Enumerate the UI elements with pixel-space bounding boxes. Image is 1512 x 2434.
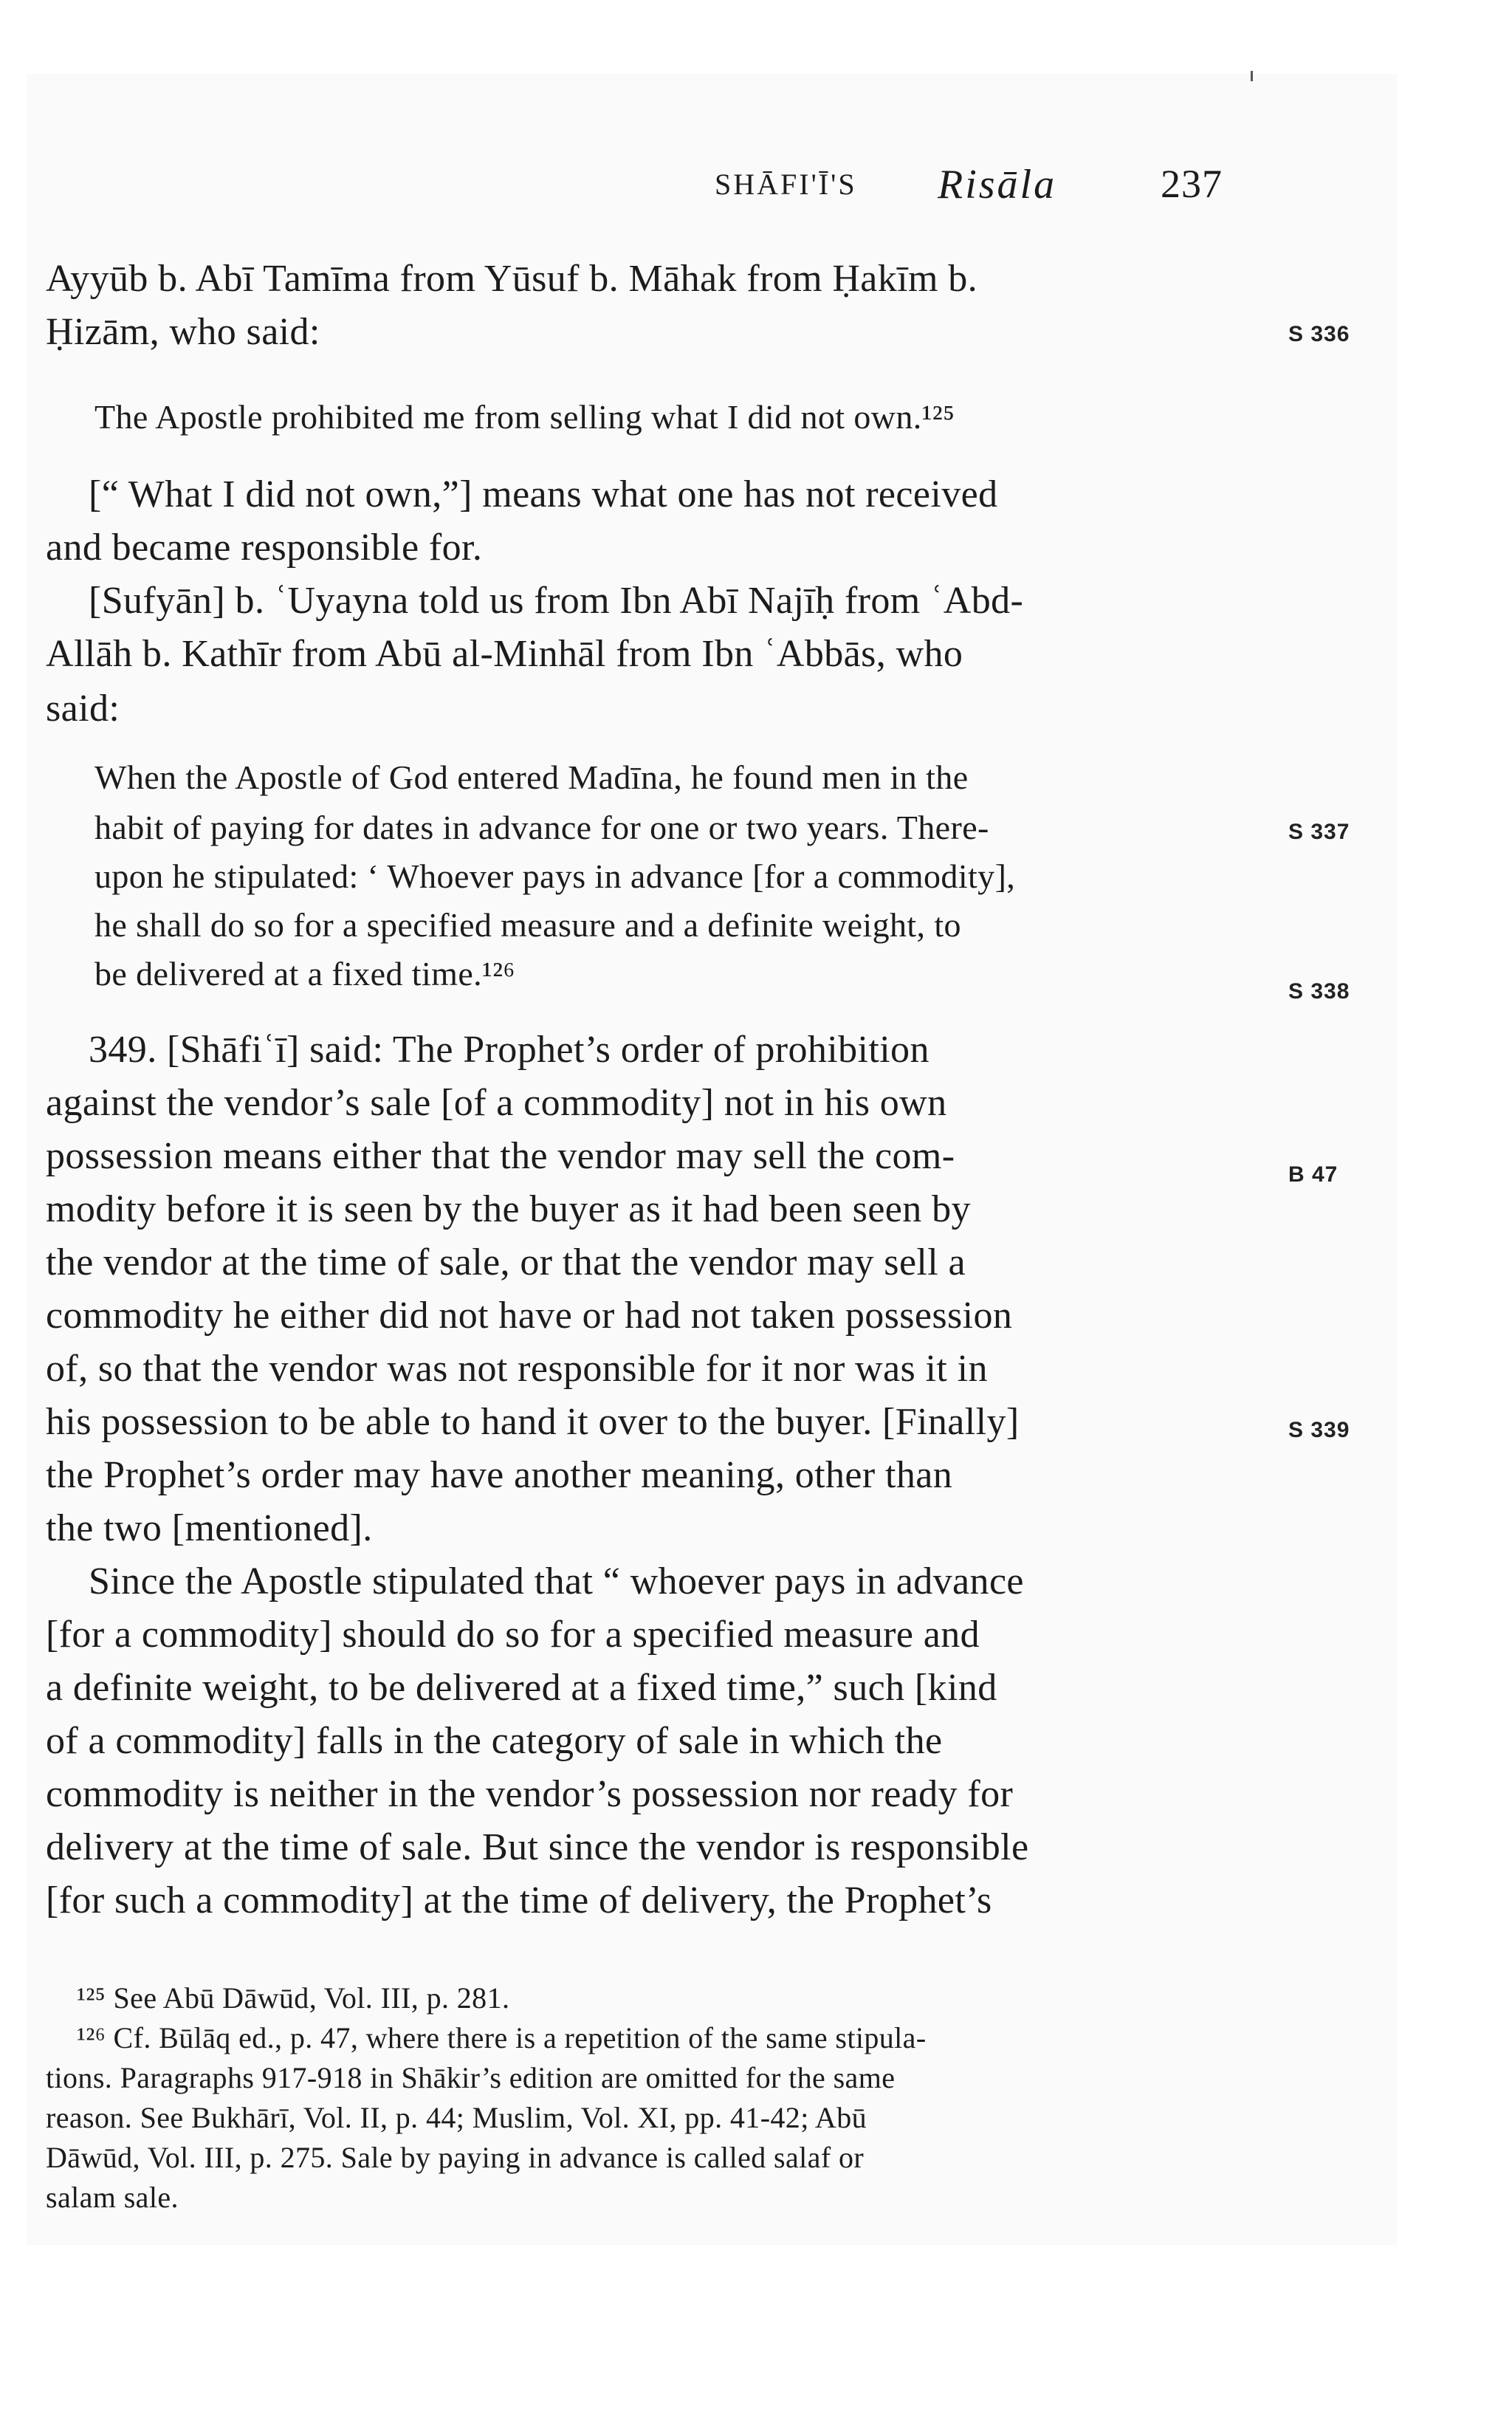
text-line: [for a commodity] should do so for a specified measure and xyxy=(46,1614,980,1656)
text-line: said: xyxy=(46,688,120,730)
text-line: be delivered at a fixed time.¹²⁶ xyxy=(94,955,515,993)
text-line: a definite weight, to be delivered at a fixed time,” such [kind xyxy=(46,1667,997,1709)
text-line: of a commodity] falls in the category of sale in which the xyxy=(46,1720,943,1762)
stray-mark xyxy=(1251,71,1253,81)
margin-ref: S 339 xyxy=(1288,1418,1350,1442)
text-line: commodity is neither in the vendor’s possession nor ready for xyxy=(46,1773,1014,1815)
text-line: [Sufyān] b. ʿUyayna told us from Ibn Abī Najīḥ from ʿAbd- xyxy=(89,580,1024,622)
margin-ref: S 336 xyxy=(1288,322,1350,346)
margin-ref: B 47 xyxy=(1288,1162,1339,1187)
footnote-line: salam sale. xyxy=(46,2181,179,2214)
text-line: possession means either that the vendor may sell the com- xyxy=(46,1135,955,1177)
text-line: Ayyūb b. Abī Tamīma from Yūsuf b. Māhak from Ḥakīm b. xyxy=(46,258,978,300)
footnote-line: Dāwūd, Vol. III, p. 275. Sale by paying in advance is called salaf or xyxy=(46,2141,865,2174)
footnote-line: ¹²⁶ Cf. Būlāq ed., p. 47, where there is a repetition of the same stipula- xyxy=(77,2021,927,2054)
text-line: the Prophet’s order may have another meaning, other than xyxy=(46,1454,953,1496)
text-line: against the vendor’s sale [of a commodity] not in his own xyxy=(46,1082,947,1124)
text-line: Allāh b. Kathīr from Abū al-Minhāl from Ibn ʿAbbās, who xyxy=(46,633,963,675)
header-title: Risāla xyxy=(938,162,1057,208)
text-line: the vendor at the time of sale, or that the vendor may sell a xyxy=(46,1241,966,1283)
text-line: [for such a commodity] at the time of delivery, the Prophet’s xyxy=(46,1879,992,1922)
footnote-line: reason. See Bukhārī, Vol. II, p. 44; Muslim, Vol. XI, pp. 41-42; Abū xyxy=(46,2101,867,2134)
text-line: The Apostle prohibited me from selling what I did not own.¹²⁵ xyxy=(94,398,955,436)
page-number: 237 xyxy=(1161,162,1223,206)
footnote-line: ¹²⁵ See Abū Dāwūd, Vol. III, p. 281. xyxy=(77,1981,510,2015)
text-line: upon he stipulated: ‘ Whoever pays in advance [for a commodity], xyxy=(94,857,1016,895)
text-line: he shall do so for a specified measure and a definite weight, to xyxy=(94,906,961,944)
text-line: Since the Apostle stipulated that “ whoever pays in advance xyxy=(89,1560,1024,1602)
text-line: delivery at the time of sale. But since the vendor is responsible xyxy=(46,1826,1029,1868)
text-line: his possession to be able to hand it over to the buyer. [Finally] xyxy=(46,1401,1020,1443)
text-line: Ḥizām, who said: xyxy=(46,311,320,353)
text-line: commodity he either did not have or had not taken possession xyxy=(46,1295,1013,1337)
text-line: the two [mentioned]. xyxy=(46,1507,373,1549)
running-header xyxy=(715,161,1231,213)
text-line: of, so that the vendor was not responsible for it nor was it in xyxy=(46,1348,988,1390)
text-line: [“ What I did not own,”] means what one has not received xyxy=(89,473,998,515)
text-line: and became responsible for. xyxy=(46,527,483,569)
text-line: habit of paying for dates in advance for one or two years. There- xyxy=(94,809,989,846)
header-author: SHĀFI'Ī'S xyxy=(715,168,857,201)
text-line: modity before it is seen by the buyer as it had been seen by xyxy=(46,1188,971,1230)
text-line: When the Apostle of God entered Madīna, he found men in the xyxy=(94,758,969,796)
margin-ref: S 338 xyxy=(1288,979,1350,1004)
margin-ref: S 337 xyxy=(1288,820,1350,844)
footnote-line: tions. Paragraphs 917-918 in Shākir’s edition are omitted for the same xyxy=(46,2061,896,2094)
text-line: 349. [Shāfiʿī] said: The Prophet’s order of prohibition xyxy=(89,1029,929,1071)
